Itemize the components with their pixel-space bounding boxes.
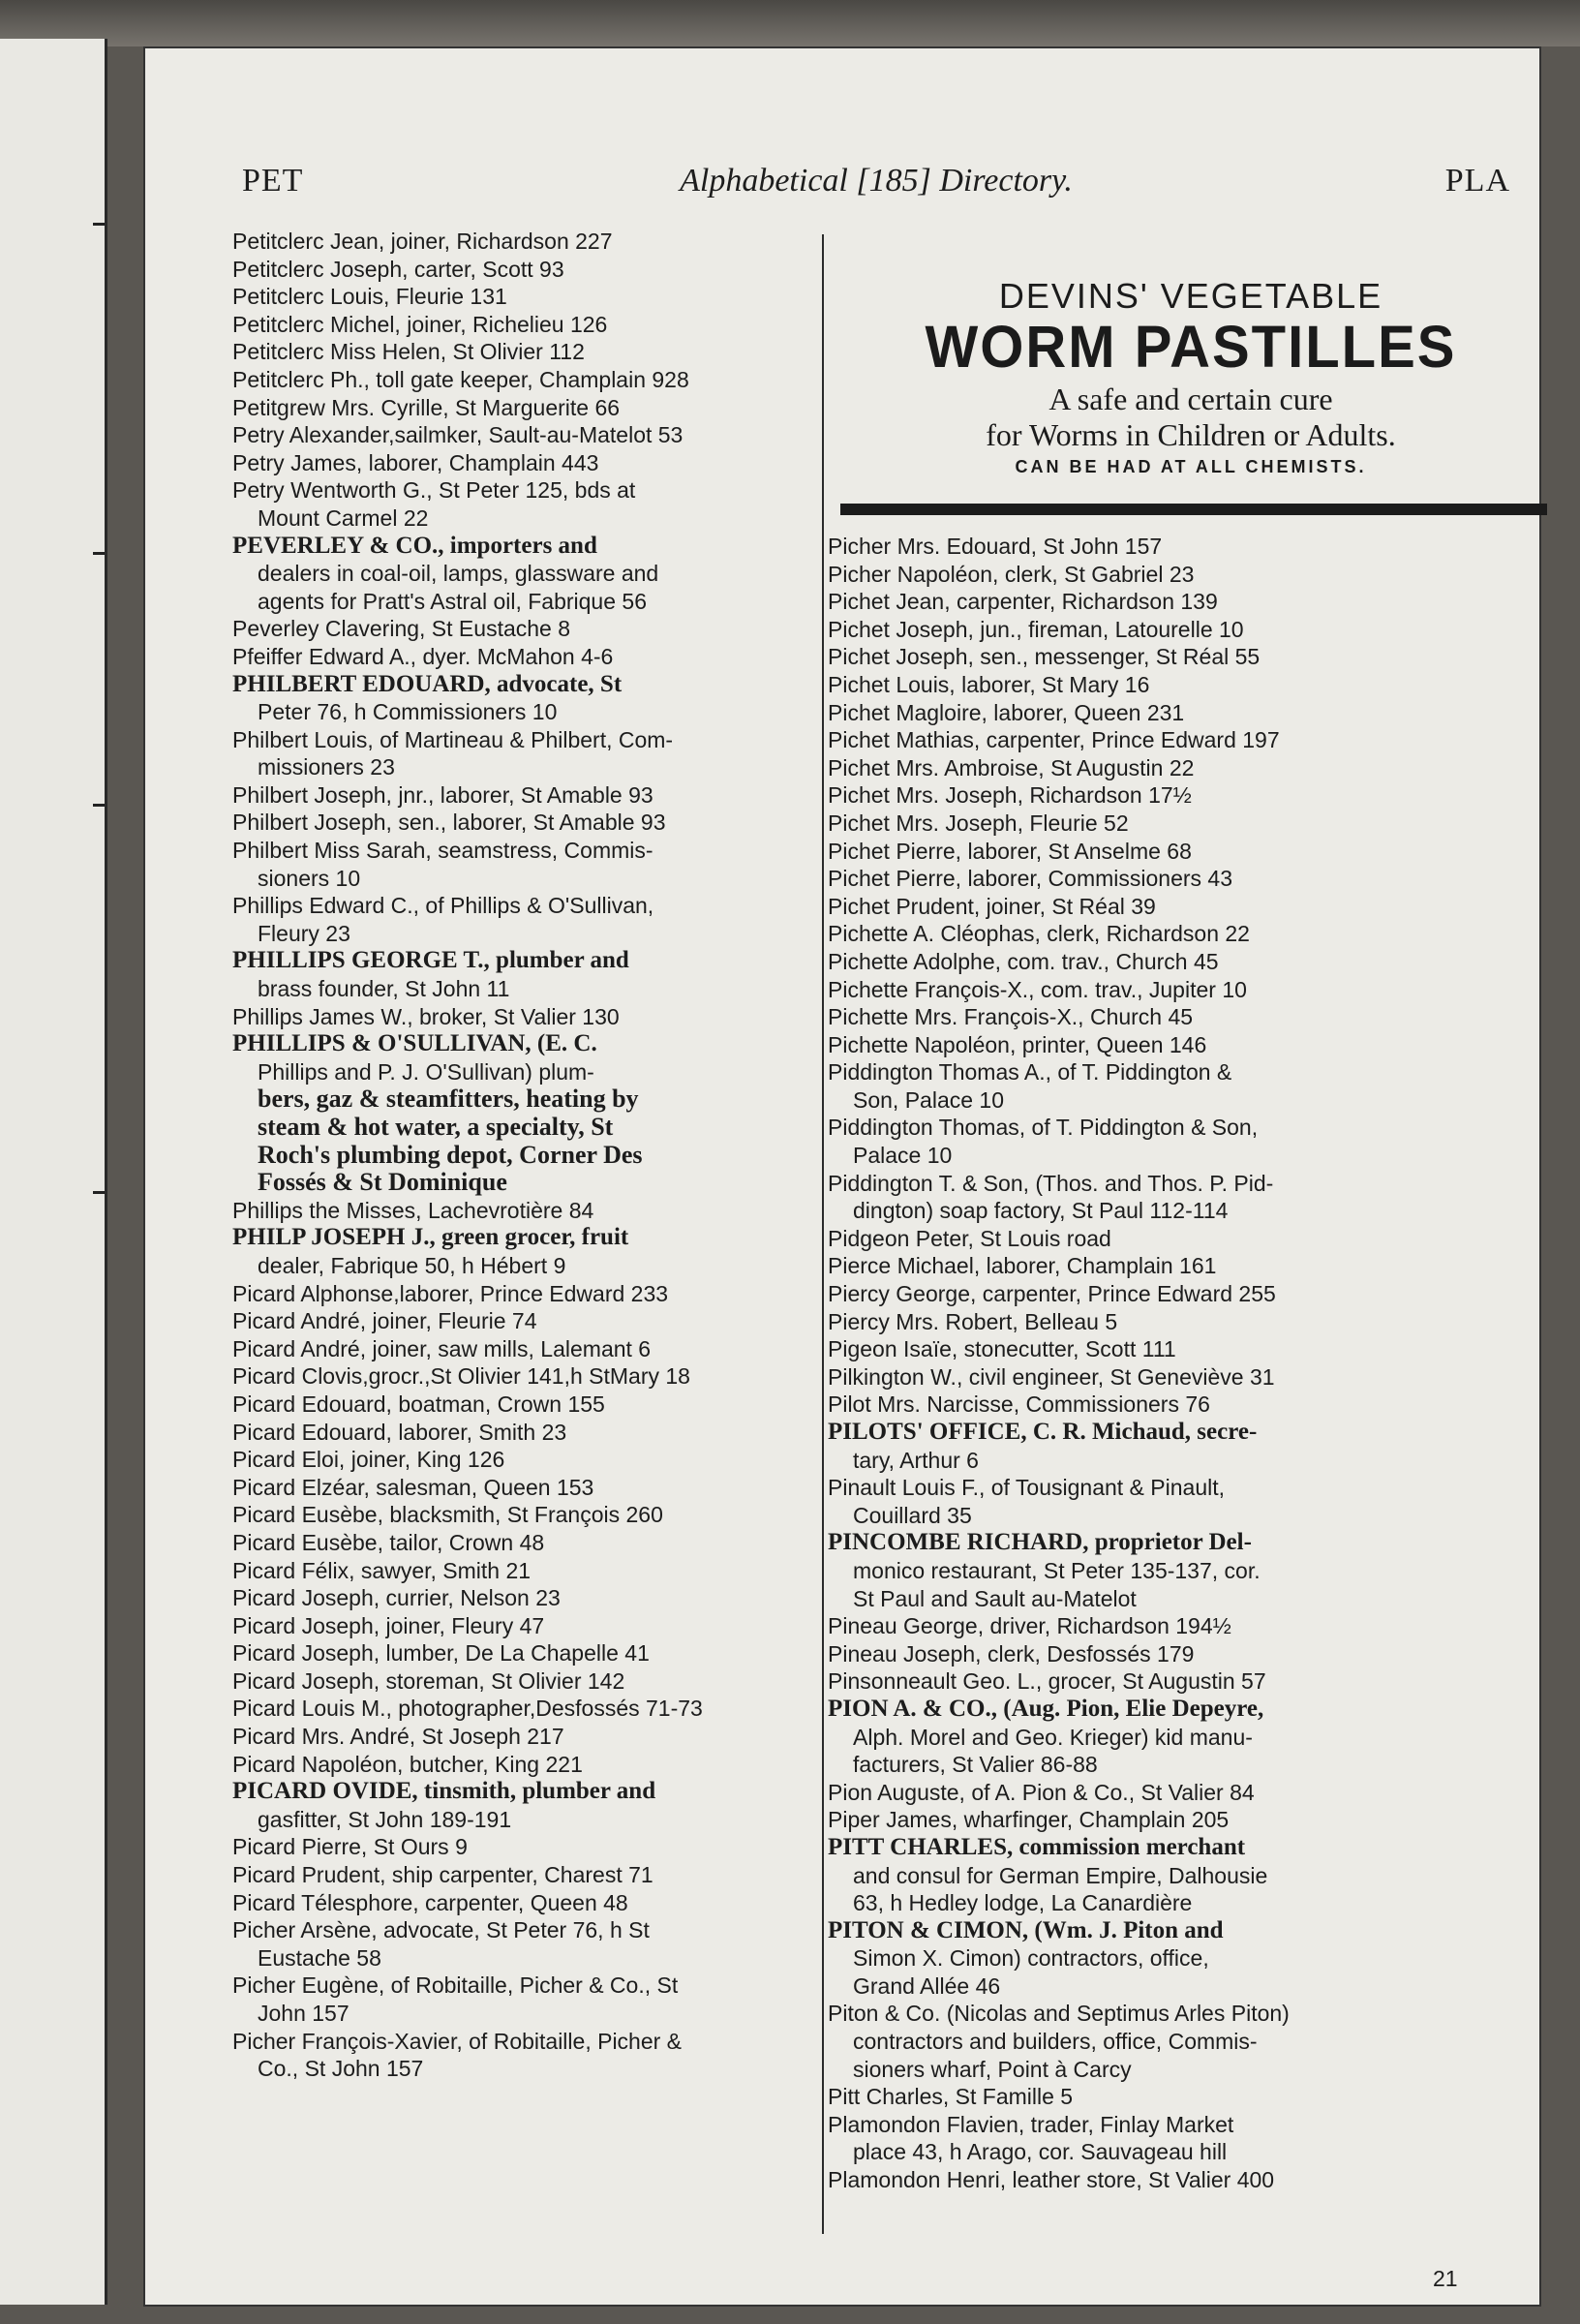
left-page-edge	[0, 39, 107, 2305]
directory-entry-line: Petitclerc Miss Helen, St Olivier 112	[232, 339, 585, 365]
directory-entry-line: Phillips James W., broker, St Valier 130	[232, 1003, 620, 1029]
directory-entry-line: gasfitter, St John 189-191	[258, 1806, 512, 1832]
directory-entry-line: Picard Joseph, storeman, St Olivier 142	[232, 1667, 625, 1694]
directory-entry-line: Plamondon Henri, leather store, St Valier 400	[828, 2167, 1275, 2193]
directory-entry-line: Picher Napoléon, clerk, St Gabriel 23	[828, 561, 1195, 587]
directory-entry-line: dealer, Fabrique 50, h Hébert 9	[258, 1252, 566, 1278]
header-right: PLA	[1444, 163, 1510, 199]
page-edge-mark	[93, 552, 105, 555]
directory-entry-line: PITON & CIMON, (Wm. J. Piton and	[828, 1916, 1224, 1943]
directory-entry-line: Picard Joseph, joiner, Fleury 47	[232, 1612, 545, 1638]
directory-entry-line: Son, Palace 10	[853, 1086, 1005, 1113]
directory-entry-line: Picard Joseph, currier, Nelson 23	[232, 1585, 561, 1611]
directory-entry-line: Fossés & St Dominique	[258, 1168, 507, 1197]
directory-entry-line: Philbert Miss Sarah, seamstress, Commis-	[232, 838, 653, 864]
directory-entry-line: PHILP JOSEPH J., green grocer, fruit	[232, 1224, 629, 1251]
directory-entry-line: Petitgrew Mrs. Cyrille, St Marguerite 66	[232, 394, 621, 420]
directory-entry-line: Pichet Joseph, jun., fireman, Latourelle 10	[828, 616, 1244, 642]
directory-entry-line: bers, gaz & steamfitters, heating by	[258, 1085, 639, 1114]
directory-entry-line: PINCOMBE RICHARD, proprietor Del-	[828, 1529, 1252, 1556]
directory-entry-line: Pfeiffer Edward A., dyer. McMahon 4-6	[232, 643, 614, 669]
directory-entry-line: Peter 76, h Commissioners 10	[258, 699, 558, 725]
directory-entry-line: Picard Elzéar, salesman, Queen 153	[232, 1474, 594, 1500]
directory-entry-line: Philbert Joseph, sen., laborer, St Amable 93	[232, 810, 666, 836]
directory-entry-line: Pion Auguste, of A. Pion & Co., St Valier 84	[828, 1779, 1255, 1805]
directory-entry-line: Co., St John 157	[258, 2056, 424, 2082]
directory-entry-line: Pichet Mrs. Ambroise, St Augustin 22	[828, 754, 1195, 780]
right-column	[828, 533, 1549, 2194]
directory-entry-line: Eustache 58	[258, 1944, 381, 1971]
directory-entry-line: Piddington Thomas, of T. Piddington & Son,	[828, 1115, 1259, 1141]
directory-entry-line: Picard Eloi, joiner, King 126	[232, 1447, 505, 1473]
directory-entry-line: Piton & Co. (Nicolas and Septimus Arles Piton)	[828, 2001, 1290, 2027]
directory-entry-line: Plamondon Flavien, trader, Finlay Market	[828, 2111, 1234, 2137]
directory-entry-line: Petitclerc Jean, joiner, Richardson 227	[232, 229, 613, 254]
directory-entry-line: Picard Prudent, ship carpenter, Charest 71	[232, 1862, 653, 1888]
directory-entry-line: Pidgeon Peter, St Louis road	[828, 1225, 1111, 1251]
directory-entry-line: Petitclerc Louis, Fleurie 131	[232, 284, 507, 310]
directory-entry-line: Pichet Magloire, laborer, Queen 231	[828, 699, 1185, 725]
directory-entry-line: Picard Télesphore, carpenter, Queen 48	[232, 1889, 628, 1915]
directory-entry-line: Picard Alphonse,laborer, Prince Edward 233	[232, 1280, 669, 1306]
directory-entry-line: facturers, St Valier 86-88	[853, 1752, 1098, 1778]
page-edge-mark	[93, 1191, 105, 1194]
directory-entry-line: Pichette A. Cléophas, clerk, Richardson 22	[828, 921, 1250, 947]
directory-entry-line: Palace 10	[853, 1143, 953, 1169]
directory-entry-line: Picher Eugène, of Robitaille, Picher & Co., St	[232, 1972, 679, 1999]
directory-entry-line: Piddington Thomas A., of T. Piddington &	[828, 1059, 1232, 1086]
directory-entry-line: Pichette Napoléon, printer, Queen 146	[828, 1031, 1207, 1057]
directory-entry-line: Philbert Louis, of Martineau & Philbert, Com-	[232, 726, 674, 752]
directory-entry-line: dealers in coal-oil, lamps, glassware and	[258, 561, 659, 587]
directory-entry-line: Picher Mrs. Edouard, St John 157	[828, 534, 1163, 559]
directory-entry-line: Petry Wentworth G., St Peter 125, bds at	[232, 477, 636, 504]
directory-entry-line: Pichet Joseph, sen., messenger, St Réal 55	[828, 644, 1261, 670]
directory-entry-line: Pichette Adolphe, com. trav., Church 45	[828, 948, 1219, 974]
directory-entry-line: 63, h Hedley lodge, La Canardière	[853, 1890, 1193, 1916]
directory-entry-line: Petitclerc Michel, joiner, Richelieu 126	[232, 311, 608, 337]
directory-entry-line: PICARD OVIDE, tinsmith, plumber and	[232, 1778, 656, 1805]
directory-entry-line: PHILLIPS GEORGE T., plumber and	[232, 947, 629, 974]
directory-entry-line: Pierce Michael, laborer, Champlain 161	[828, 1253, 1217, 1279]
directory-entry-line: Pilkington W., civil engineer, St Geneviève 31	[828, 1363, 1275, 1390]
directory-entry-line: Picard Napoléon, butcher, King 221	[232, 1751, 583, 1777]
directory-entry-line: Picard André, joiner, Fleurie 74	[232, 1308, 537, 1334]
directory-entry-line: Petitclerc Joseph, carter, Scott 93	[232, 256, 564, 282]
directory-entry-line: PILOTS' OFFICE, C. R. Michaud, secre-	[828, 1419, 1258, 1445]
directory-entry-line: sioners wharf, Point à Carcy	[853, 2056, 1132, 2082]
directory-entry-line: Pichet Prudent, joiner, St Réal 39	[828, 893, 1156, 919]
ad-line-claim: A safe and certain cure	[1048, 382, 1333, 416]
directory-entry-line: Grand Allée 46	[853, 1972, 1001, 1999]
directory-entry-line: PITT CHARLES, commission merchant	[828, 1833, 1246, 1860]
directory-entry-line: dington) soap factory, St Paul 112-114	[853, 1198, 1229, 1224]
directory-entry-line: and consul for German Empire, Dalhousie	[853, 1862, 1268, 1888]
directory-entry-line: Piercy George, carpenter, Prince Edward 255	[828, 1281, 1276, 1307]
directory-entry-line: Pichet Mrs. Joseph, Fleurie 52	[828, 810, 1129, 836]
directory-entry-line: Pitt Charles, St Famille 5	[828, 2084, 1074, 2110]
directory-entry-line: agents for Pratt's Astral oil, Fabrique 56	[258, 588, 647, 614]
directory-entry-line: Peverley Clavering, St Eustache 8	[232, 616, 571, 642]
directory-entry-line: Piercy Mrs. Robert, Belleau 5	[828, 1308, 1118, 1334]
directory-entry-line: Picard Louis M., photographer,Desfossés 71-73	[232, 1696, 703, 1722]
directory-entry-line: Pineau George, driver, Richardson 194½	[828, 1613, 1231, 1639]
directory-entry-line: Picard Pierre, St Ours 9	[232, 1834, 468, 1860]
directory-entry-line: Piper James, wharfinger, Champlain 205	[828, 1807, 1230, 1833]
directory-entry-line: place 43, h Arago, cor. Sauvageau hill	[853, 2139, 1228, 2165]
page-edge-mark	[93, 223, 105, 226]
directory-entry-line: contractors and builders, office, Commis-	[853, 2029, 1258, 2055]
directory-entry-line: Picard Edouard, laborer, Smith 23	[232, 1419, 567, 1445]
directory-entry-line: Couillard 35	[853, 1502, 972, 1528]
page-number: 21	[1433, 2266, 1458, 2291]
directory-entry-line: Roch's plumbing depot, Corner Des	[258, 1140, 643, 1169]
left-column	[232, 228, 900, 2083]
directory-entry-line: Pichet Jean, carpenter, Richardson 139	[828, 589, 1218, 615]
directory-entry-line: Pigeon Isaïe, stonecutter, Scott 111	[828, 1336, 1176, 1362]
directory-entry-line: missioners 23	[258, 754, 395, 780]
directory-entry-line: Philbert Joseph, jnr., laborer, St Amable 93	[232, 781, 653, 808]
directory-entry-line: Phillips Edward C., of Phillips & O'Sullivan,	[232, 893, 654, 919]
ad-line-brand: DEVINS' VEGETABLE	[998, 276, 1383, 316]
header-left: PET	[242, 163, 304, 199]
directory-entry-line: Mount Carmel 22	[258, 505, 429, 531]
directory-entry-line: Pinault Louis F., of Tousignant & Pinault,	[828, 1475, 1226, 1501]
directory-entry-line: Piddington T. & Son, (Thos. and Thos. P. Pid-	[828, 1170, 1274, 1196]
page-edge-mark	[93, 804, 105, 807]
directory-entry-line: Picard André, joiner, saw mills, Lalemant 6	[232, 1335, 652, 1361]
header-center: Alphabetical [185] Directory.	[680, 163, 1073, 199]
directory-entry-line: Pichet Mathias, carpenter, Prince Edward 197	[828, 727, 1280, 753]
directory-entry-line: Phillips and P. J. O'Sullivan) plum-	[258, 1058, 594, 1085]
directory-entry-line: John 157	[258, 2001, 349, 2026]
directory-entry-line: Pichette François-X., com. trav., Jupiter 10	[828, 976, 1247, 1002]
directory-entry-line: Pichet Pierre, laborer, Commissioners 43	[828, 866, 1232, 892]
directory-entry-line: tary, Arthur 6	[853, 1447, 979, 1473]
ad-rule	[840, 504, 1547, 515]
ad-line-product: WORM PASTILLES	[925, 314, 1457, 381]
directory-entry-line: Pinsonneault Geo. L., grocer, St Augustin 57	[828, 1668, 1266, 1695]
directory-entry-line: PHILBERT EDOUARD, advocate, St	[232, 670, 623, 697]
directory-page	[145, 48, 1539, 2305]
directory-entry-line: Picard Félix, sawyer, Smith 21	[232, 1557, 532, 1583]
directory-entry-line: Picher Arsène, advocate, St Peter 76, h St	[232, 1917, 650, 1943]
directory-entry-line: Petry Alexander,sailmker, Sault-au-Matelot 53	[232, 422, 684, 448]
directory-entry-line: Petitclerc Ph., toll gate keeper, Champlain 928	[232, 366, 689, 392]
directory-entry-line: PHILLIPS & O'SULLIVAN, (E. C.	[232, 1030, 597, 1057]
directory-entry-line: Pichette Mrs. François-X., Church 45	[828, 1004, 1194, 1030]
directory-entry-line: Pilot Mrs. Narcisse, Commissioners 76	[828, 1391, 1210, 1418]
directory-entry-line: brass founder, St John 11	[258, 976, 510, 1002]
directory-entry-line: Pineau Joseph, clerk, Desfossés 179	[828, 1640, 1195, 1667]
directory-entry-line: Alph. Morel and Geo. Krieger) kid manu-	[853, 1724, 1253, 1750]
directory-entry-line: Simon X. Cimon) contractors, office,	[853, 1945, 1209, 1972]
directory-entry-line: sioners 10	[258, 865, 361, 891]
directory-entry-line: Picard Clovis,grocr.,St Olivier 141,h StMary 18	[232, 1363, 690, 1390]
directory-entry-line: Fleury 23	[258, 920, 350, 946]
directory-entry-line: Picard Edouard, boatman, Crown 155	[232, 1391, 605, 1417]
directory-entry-line: PION A. & CO., (Aug. Pion, Elie Depeyre,	[828, 1695, 1264, 1722]
advertisement	[833, 276, 1549, 477]
directory-entry-line: Phillips the Misses, Lachevrotière 84	[232, 1197, 594, 1223]
directory-entry-line: steam & hot water, a specialty, St	[258, 1113, 614, 1141]
ad-line-audience: for Worms in Children or Adults.	[986, 417, 1396, 452]
directory-entry-line: Pichet Pierre, laborer, St Anselme 68	[828, 838, 1192, 864]
directory-entry-line: Picard Eusèbe, blacksmith, St François 260	[232, 1502, 663, 1528]
directory-entry-line: PEVERLEY & CO., importers and	[232, 532, 597, 559]
directory-entry-line: Pichet Louis, laborer, St Mary 16	[828, 671, 1150, 697]
directory-entry-line: Picard Eusèbe, tailor, Crown 48	[232, 1529, 545, 1555]
directory-entry-line: Picard Mrs. André, St Joseph 217	[232, 1724, 564, 1750]
directory-entry-line: monico restaurant, St Peter 135-137, cor.	[853, 1557, 1261, 1583]
directory-entry-line: Picher François-Xavier, of Robitaille, Picher &	[232, 2028, 683, 2054]
directory-entry-line: Petry James, laborer, Champlain 443	[232, 449, 599, 475]
running-header	[242, 163, 1510, 221]
directory-entry-line: St Paul and Sault au-Matelot	[853, 1585, 1137, 1611]
ad-line-availability: CAN BE HAD AT ALL CHEMISTS.	[1015, 457, 1367, 476]
scan-top-edge	[0, 0, 1580, 46]
directory-entry-line: Pichet Mrs. Joseph, Richardson 17½	[828, 782, 1192, 809]
directory-entry-line: Picard Joseph, lumber, De La Chapelle 41	[232, 1640, 650, 1667]
